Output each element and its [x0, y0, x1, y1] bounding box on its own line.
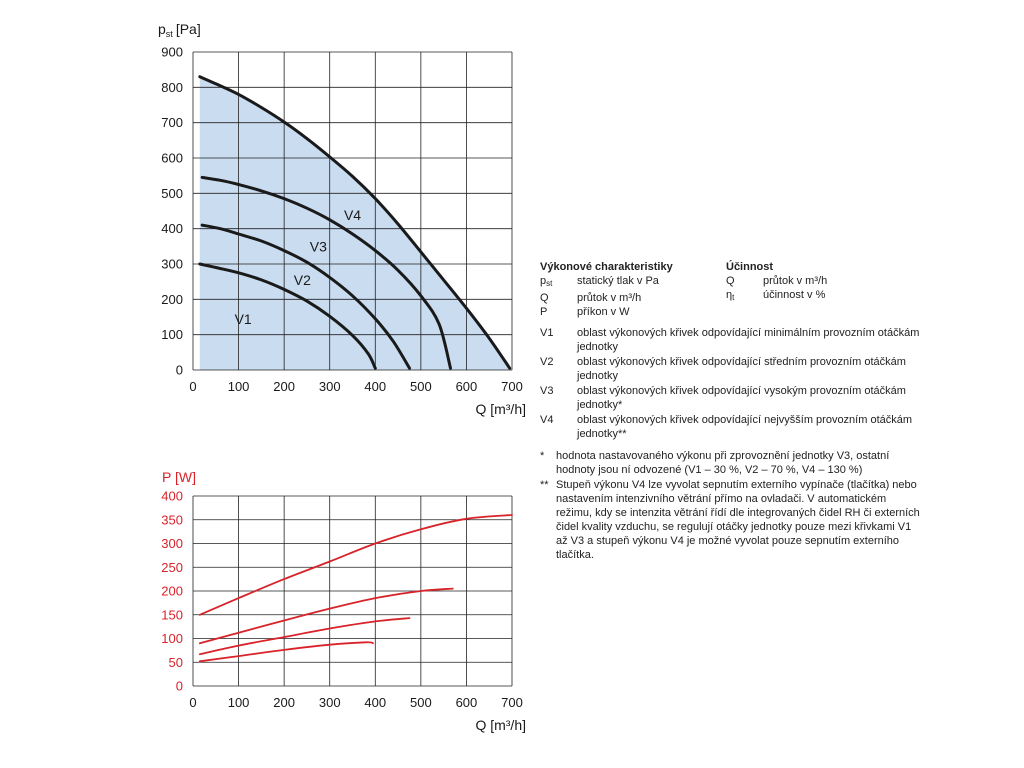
series-line-power-2	[200, 618, 410, 654]
performance-items	[540, 274, 726, 319]
speed-level-description: oblast výkonových křivek odpovídající nejvyšším provozním otáčkám jednotky**	[577, 414, 913, 440]
series-line-power-4	[200, 515, 512, 615]
footnote-description: hodnota nastavovaného výkonu při zprovoznění jednotky V3, ostatní hodnoty jsou ní odvozené (V1 – 30 %, V2 – 70 %, V4 – 130 %)	[556, 450, 890, 476]
y-tick-label: 150	[161, 607, 183, 623]
legend-panel	[540, 260, 920, 563]
speed-level-description: oblast výkonových křivek odpovídající vysokým provozním otáčkám jednotky*	[577, 385, 906, 411]
y-tick-label: 400	[161, 488, 183, 504]
pressure-chart	[158, 21, 526, 417]
speed-level-item	[540, 384, 920, 412]
footnote-symbol-text: *	[540, 450, 545, 462]
speed-level-description: oblast výkonových křivek odpovídající středním provozním otáčkám jednotky	[577, 356, 906, 382]
x-tick-label: 200	[273, 379, 295, 394]
y-tick-label: 350	[161, 512, 183, 528]
performance-legend-symbol-text: Q	[540, 292, 549, 304]
speed-level-symbol-text: V2	[540, 356, 554, 368]
y-axis-label: P [W]	[162, 469, 196, 485]
efficiency-legend-symbol	[726, 288, 763, 305]
y-tick-label: 700	[161, 115, 183, 131]
performance-legend-description: statický tlak v Pa	[577, 275, 659, 287]
speed-level-item	[540, 413, 920, 441]
footnote-symbol	[540, 478, 556, 562]
x-tick-label: 0	[189, 379, 197, 394]
speed-level-symbol	[540, 355, 577, 383]
y-tick-label: 900	[161, 44, 183, 60]
performance-legend-description: průtok v m³/h	[577, 292, 642, 304]
performance-legend-symbol-text: P	[540, 306, 548, 318]
speed-level-symbol	[540, 326, 577, 354]
series-label: V3	[309, 238, 327, 255]
x-tick-label: 400	[364, 379, 387, 394]
x-axis-label: Q [m³/h]	[475, 717, 526, 733]
efficiency-legend-description: účinnost v %	[763, 289, 826, 301]
y-tick-label: 500	[161, 185, 183, 201]
efficiency-legend-description: průtok v m³/h	[763, 275, 828, 287]
performance-legend	[540, 260, 726, 319]
x-tick-label: 700	[501, 695, 523, 710]
series-line-power-1	[200, 642, 373, 661]
performance-legend-symbol	[540, 274, 577, 291]
speed-level-item	[540, 355, 920, 383]
footnote-description: Stupeň výkonu V4 lze vyvolat sepnutím externího vypínače (tlačítka) nebo nastavením intenzivního větrání přímo na ovladači. V automatickém režimu, kdy se intenzita větrání řídí dle integrovaných čidel RH či externích čidel kvality vzduchu, se regulují otáčky jednotky pouze mezi křivkami V1 až V3 a stupeň výkonu V4 je možné vyvolat pouze sepnutím externího tlačítka.	[556, 479, 920, 561]
speed-level-symbol	[540, 384, 577, 412]
y-tick-label: 200	[161, 583, 183, 599]
x-tick-label: 500	[410, 379, 432, 394]
grid	[193, 496, 512, 686]
speed-level-symbol-text: V1	[540, 327, 554, 339]
series-line-power-3	[200, 589, 453, 644]
performance-legend-symbol	[540, 291, 577, 305]
y-axis-label	[158, 21, 201, 39]
speed-level-item	[540, 326, 920, 354]
y-axis-label-symbol: p	[158, 21, 166, 37]
performance-legend-symbol-subscript: st	[546, 279, 553, 288]
x-tick-label: 500	[410, 695, 432, 710]
y-tick-label: 300	[161, 256, 183, 272]
power-chart	[161, 469, 526, 733]
y-tick-label: 200	[161, 291, 183, 307]
efficiency-legend-symbol	[726, 274, 763, 288]
speed-levels-list	[540, 326, 920, 441]
efficiency-legend	[726, 260, 906, 319]
speed-level-symbol	[540, 413, 577, 441]
y-tick-label: 0	[175, 362, 183, 378]
footnote-symbol-text: **	[540, 479, 549, 491]
y-tick-label: 600	[161, 150, 183, 166]
footnote-symbol	[540, 449, 556, 477]
y-axis-label-unit: [Pa]	[175, 21, 201, 37]
efficiency-legend-item	[726, 288, 906, 305]
speed-level-symbol-text: V3	[540, 385, 554, 397]
x-tick-label: 300	[318, 379, 341, 394]
y-axis-label-subscript: st	[165, 29, 173, 39]
performance-legend-item	[540, 274, 726, 291]
efficiency-legend-symbol-text: Q	[726, 275, 735, 287]
performance-legend-symbol	[540, 305, 577, 319]
y-tick-label: 300	[161, 536, 183, 551]
speed-level-description: oblast výkonových křivek odpovídající minimálním provozním otáčkám jednotky	[577, 327, 920, 353]
x-tick-label: 100	[227, 379, 250, 394]
x-axis-label: Q [m³/h]	[475, 401, 526, 417]
x-tick-label: 400	[364, 695, 387, 710]
performance-legend-item	[540, 291, 726, 305]
y-tick-label: 400	[161, 221, 183, 237]
series-label: V4	[343, 206, 362, 223]
x-tick-label: 0	[189, 695, 197, 710]
x-tick-label: 100	[227, 695, 250, 710]
footnote-item	[540, 449, 920, 477]
x-tick-label: 200	[273, 695, 295, 710]
y-tick-label: 250	[161, 559, 183, 575]
series-label: V1	[234, 311, 252, 328]
efficiency-legend-symbol-text: η	[726, 289, 733, 301]
y-tick-label: 0	[175, 678, 183, 694]
legend-header	[540, 260, 920, 319]
performance-legend-item	[540, 305, 726, 319]
y-tick-label: 100	[161, 631, 183, 646]
footnotes-list	[540, 449, 920, 562]
x-tick-label: 600	[455, 695, 478, 710]
efficiency-items	[726, 274, 906, 305]
y-tick-label: 50	[168, 654, 183, 670]
efficiency-title: Účinnost	[726, 261, 774, 273]
x-tick-label: 700	[501, 379, 523, 394]
performance-legend-description: příkon v W	[577, 306, 630, 318]
footnote-item	[540, 478, 920, 562]
y-tick-label: 800	[161, 79, 183, 95]
series-label: V2	[293, 272, 311, 289]
performance-legend-symbol-text: p	[540, 275, 547, 287]
efficiency-legend-item	[726, 274, 906, 288]
y-tick-label: 100	[161, 327, 183, 343]
x-tick-label: 600	[455, 379, 478, 394]
speed-level-symbol-text: V4	[540, 414, 554, 426]
efficiency-legend-symbol-subscript: t	[732, 293, 735, 302]
performance-title: Výkonové charakteristiky	[540, 261, 673, 273]
x-tick-label: 300	[318, 695, 341, 710]
